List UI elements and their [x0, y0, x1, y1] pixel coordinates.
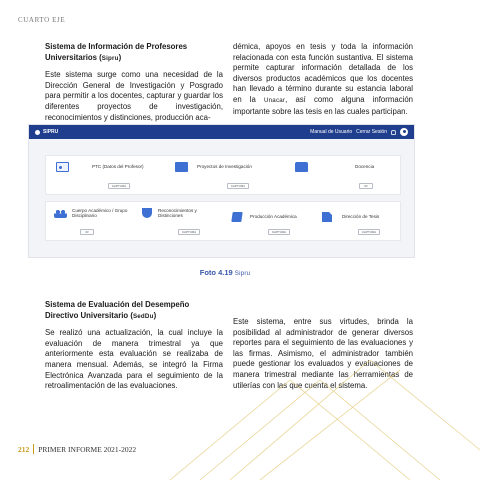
- ir-button[interactable]: IR: [80, 229, 94, 235]
- trophy-icon: [142, 208, 152, 218]
- module-row-1: [45, 155, 401, 195]
- module-card-proyectos: Proyectos de Investigación CAPTURA: [171, 156, 281, 194]
- seddu-paragraph-cont: Este sistema, entre sus virtudes, brinda la posibilidad al administrador de generar diversos reportes para el seguimiento de las evaluaciones y las firmas. Asimismo, el administrador también puede gestionar los evaluados y evaluaciones de manera trimestral mediante las herramientas de utilerías con las que cuenta el sistema.: [233, 317, 413, 390]
- seddu-paragraph: Se realizó una actualización, la cual incluye la evaluación de manera trimestral ya que anteriormente esta evaluación se realizaba de manera mensual. Además, se integró la Firma Electrónica Avanzada para el seguimiento de la retroalimentación de las evaluaciones.: [45, 328, 223, 391]
- captura-button[interactable]: CAPTURA: [227, 183, 249, 189]
- seddu-heading: Sistema de Evaluación del Desempeño Directivo Universitario (SedDu): [45, 300, 190, 320]
- page-footer: [18, 444, 136, 454]
- sipru-screenshot: [28, 124, 415, 258]
- user-manual-link[interactable]: Manual de Usuario: [310, 129, 353, 135]
- sipru-paragraph-cont: démica, apoyos en tesis y toda la información relacionada con esta función sustantiva. El sistema permite capturar información detallada de los diversos productos académicos que los docentes han llevado a término durante su estancia laboral en la Unacar, así como alguna información importante sobre las tesis en las cuales participan.: [233, 42, 414, 116]
- logout-link[interactable]: Cerrar Sesión: [356, 129, 387, 135]
- module-card-docencia: Docencia IR: [291, 156, 399, 194]
- module-row-2: [45, 201, 401, 241]
- project-icon: [175, 162, 188, 172]
- logo-icon: [35, 130, 40, 135]
- photo-caption: Foto 4.19 Sipru: [199, 268, 251, 277]
- module-card-ptc: PTC (Datos del Profesor) CAPTURA: [52, 156, 162, 194]
- module-card-tesis: Dirección de Tesis CAPTURA: [318, 202, 400, 240]
- app-topbar: [29, 125, 414, 139]
- ir-button[interactable]: IR: [359, 183, 373, 189]
- id-card-icon: [56, 162, 69, 172]
- left-column-top: [45, 42, 223, 123]
- right-column-top: [233, 42, 413, 117]
- footer-divider: [33, 444, 34, 454]
- captura-button[interactable]: CAPTURA: [268, 229, 290, 235]
- briefcase-icon: [295, 162, 308, 172]
- document-icon: [322, 212, 332, 222]
- captura-button[interactable]: CAPTURA: [108, 183, 130, 189]
- page-number: 212: [18, 444, 30, 454]
- module-card-produccion: Producción Académica CAPTURA: [228, 202, 314, 240]
- sipru-paragraph: Este sistema surge como una necesidad de la Dirección General de Investigación y Posgrado para permitir a los docentes, capturar y guardar los diferentes proyectos de investigación, reconocimientos y distinciones, producción aca-: [45, 70, 223, 122]
- bell-icon[interactable]: [391, 130, 396, 135]
- app-logo: SIPRU: [35, 129, 58, 135]
- module-card-reconocimientos: Reconocimientos y Distinciones CAPTURA: [138, 202, 224, 240]
- module-card-cuerpo: Cuerpo Académico / Grupo Disciplinario IR: [50, 202, 134, 240]
- sipru-heading: Sistema de Información de Profesores Universitarios (Sipru): [45, 42, 188, 62]
- book-icon: [231, 212, 242, 222]
- section-header: CUARTO EJE: [18, 16, 66, 24]
- group-icon: [54, 208, 67, 218]
- report-title: PRIMER INFORME 2021-2022: [38, 444, 137, 454]
- captura-button[interactable]: CAPTURA: [178, 229, 200, 235]
- decorative-lines: [170, 340, 480, 480]
- user-avatar-icon[interactable]: [400, 128, 408, 136]
- captura-button[interactable]: CAPTURA: [358, 229, 380, 235]
